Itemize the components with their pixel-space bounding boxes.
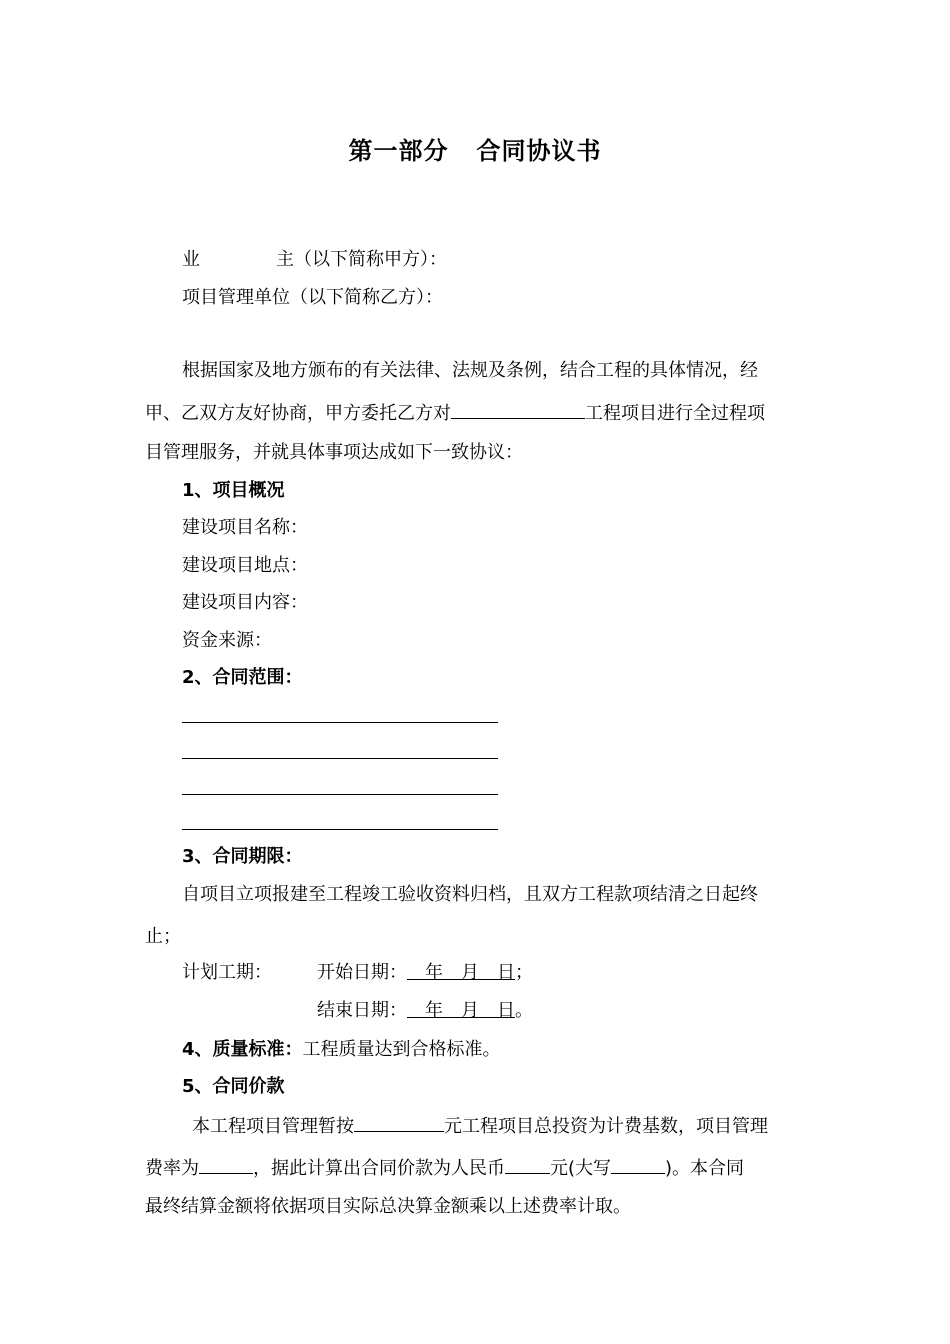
base-amount-blank <box>354 1113 444 1132</box>
intro-line-3: 目管理服务，并就具体事项达成如下一致协议： <box>145 442 523 463</box>
start-date-value: 年 月 日 <box>425 962 515 983</box>
end-date-value: 年 月 日 <box>425 1000 515 1021</box>
contract-price-blank <box>505 1155 550 1174</box>
section3-heading: 3、合同期限： <box>182 846 303 867</box>
intro-line-2b: 工程项目进行全过程项 <box>585 403 765 424</box>
section1-heading: 1、项目概况 <box>182 480 285 501</box>
manager-line: 项目管理单位（以下简称乙方）： <box>182 287 443 308</box>
title-part: 第一部分 <box>348 137 449 165</box>
section1-item-name: 建设项目名称： <box>182 517 308 538</box>
owner-label-right: 主（以下简称甲方）： <box>276 249 447 270</box>
start-date-line: 开始日期： 年 月 日； <box>317 962 533 983</box>
start-date-label: 开始日期： <box>317 962 407 983</box>
intro-line-1: 根据国家及地方颁布的有关法律、法规及条例，结合工程的具体情况，经 <box>182 360 758 381</box>
scope-blank-line-1 <box>182 722 498 723</box>
title-name: 合同协议书 <box>476 137 602 165</box>
price-in-words-blank <box>611 1155 665 1174</box>
section5-heading: 5、合同价款 <box>182 1076 285 1097</box>
project-name-blank <box>451 400 585 419</box>
section1-item-funding: 资金来源： <box>182 630 272 651</box>
section5-line-3: 最终结算金额将依据项目实际总决算金额乘以上述费率计取。 <box>145 1196 631 1217</box>
section3-text-1: 自项目立项报建至工程竣工验收资料归档，且双方工程款项结清之日起终 <box>182 884 758 905</box>
scope-blank-line-4 <box>182 829 498 830</box>
end-date-label: 结束日期： <box>317 1000 407 1021</box>
section1-item-location: 建设项目地点： <box>182 555 308 576</box>
document-title <box>0 131 950 166</box>
section5-line-2: 费率为 ，据此计算出合同价款为人民币 元(大写 )。本合同 <box>145 1155 744 1180</box>
plan-label: 计划工期： <box>182 962 272 983</box>
section1-item-content: 建设项目内容： <box>182 592 308 613</box>
scope-blank-line-2 <box>182 758 498 759</box>
owner-label-left: 业 <box>182 249 200 270</box>
end-date-line: 结束日期： 年 月 日。 <box>317 1000 533 1021</box>
intro-line-2a: 甲、乙双方友好协商，甲方委托乙方对 <box>145 403 451 424</box>
scope-blank-line-3 <box>182 794 498 795</box>
section5-line-1: 本工程项目管理暂按 元工程项目总投资为计费基数，项目管理 <box>192 1113 768 1138</box>
intro-line-2 <box>145 400 765 425</box>
section3-text-2: 止； <box>145 926 181 947</box>
fee-rate-blank <box>199 1155 253 1174</box>
owner-line <box>182 249 447 271</box>
section4-text: 工程质量达到合格标准。 <box>302 1039 501 1060</box>
section4-line <box>182 1039 501 1061</box>
section2-heading: 2、合同范围： <box>182 667 303 688</box>
section4-heading: 4、质量标准： <box>182 1039 303 1060</box>
